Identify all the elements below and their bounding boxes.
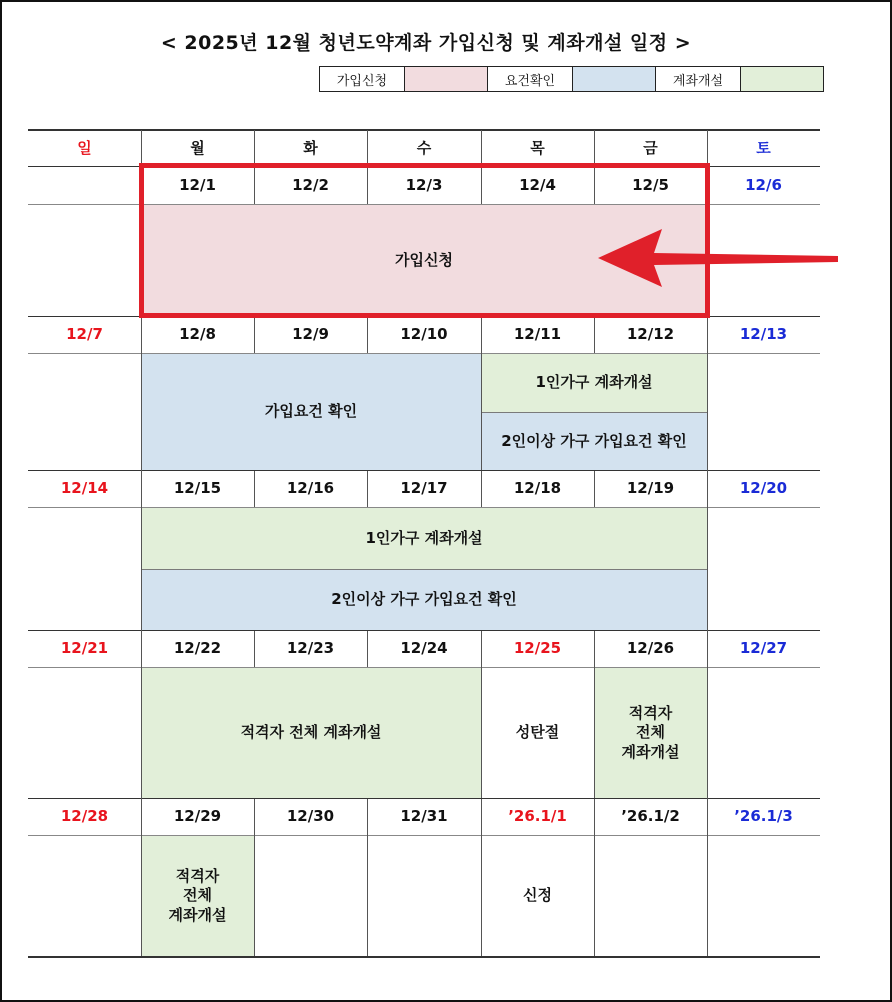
row-rule	[28, 835, 820, 836]
weekday-sat: 토	[756, 138, 771, 157]
date-cell	[28, 167, 141, 204]
date-cell: 12/11	[513, 325, 562, 344]
row-rule	[28, 667, 820, 668]
event-christmas: 성탄절	[515, 723, 560, 742]
date-cell: ’26.1/3	[734, 807, 793, 826]
weekday-sun: 일	[77, 138, 92, 157]
event-open-all-fri: 적격자 전체 계좌개설	[594, 668, 707, 798]
legend-label-open: 계좌개설	[656, 67, 741, 91]
date-cell: 12/3	[405, 175, 443, 194]
weekday-mon: 월	[190, 138, 205, 157]
date-cell: 12/2	[292, 175, 329, 194]
date-cell: 12/28	[60, 807, 109, 826]
event-apply-week1: 가입신청	[141, 205, 707, 316]
date-cell: 12/16	[286, 479, 335, 498]
date-cell: 12/4	[519, 175, 556, 194]
date-cell: 12/14	[60, 479, 109, 498]
date-cell: 12/30	[286, 807, 335, 826]
legend-label-apply: 가입신청	[320, 67, 405, 91]
date-cell: 12/6	[745, 175, 782, 194]
legend-swatch-check	[573, 67, 656, 91]
date-cell: 12/27	[739, 639, 788, 658]
date-cell: 12/25	[513, 639, 562, 658]
event-open-all-week4: 적격자 전체 계좌개설	[141, 668, 481, 798]
date-cell: 12/23	[286, 639, 335, 658]
event-open-single-week3: 1인가구 계좌개설	[141, 508, 707, 569]
date-cell: 12/26	[626, 639, 675, 658]
date-cell: 12/12	[626, 325, 675, 344]
event-check-multi-week3: 2인이상 가구 가입요건 확인	[141, 569, 707, 630]
table-bottom-rule	[28, 956, 820, 958]
date-cell: 12/1	[179, 175, 216, 194]
date-cell: 12/19	[626, 479, 675, 498]
date-cell: 12/24	[400, 639, 448, 658]
date-cell: 12/21	[60, 639, 109, 658]
event-open-all-dec29: 적격자 전체 계좌개설	[141, 836, 254, 956]
weekday-thu: 목	[530, 138, 545, 157]
highlight-arrow-icon	[590, 225, 842, 291]
date-cell: 12/18	[513, 479, 562, 498]
date-cell: 12/5	[632, 175, 669, 194]
event-new-year: 신정	[523, 886, 552, 905]
date-cell: 12/15	[173, 479, 222, 498]
row-rule	[28, 507, 820, 508]
legend-swatch-open	[741, 67, 823, 91]
date-cell: 12/13	[739, 325, 788, 344]
row-rule	[28, 353, 820, 354]
date-cell: 12/17	[400, 479, 448, 498]
legend-label-check: 요건확인	[488, 67, 573, 91]
date-cell: 12/9	[292, 325, 329, 344]
date-cell: 12/7	[66, 325, 103, 344]
legend-swatch-apply	[405, 67, 488, 91]
weekday-fri: 금	[643, 138, 658, 157]
date-cell: 12/10	[400, 325, 448, 344]
page-title: < 2025년 12월 청년도약계좌 가입신청 및 계좌개설 일정 >	[160, 32, 692, 54]
event-check-multi-week2: 2인이상 가구 가입요건 확인	[481, 412, 707, 470]
date-cell: 12/22	[173, 639, 222, 658]
date-cell: ’26.1/1	[508, 807, 567, 826]
date-cell: 12/8	[179, 325, 216, 344]
legend	[319, 66, 824, 92]
event-check-week2: 가입요건 확인	[141, 354, 481, 470]
weekday-tue: 화	[303, 138, 318, 157]
date-cell: 12/29	[173, 807, 222, 826]
event-open-single-week2: 1인가구 계좌개설	[481, 354, 707, 412]
weekday-wed: 수	[416, 138, 432, 157]
date-cell: 12/20	[739, 479, 788, 498]
date-cell: 12/31	[400, 807, 448, 826]
date-cell: ’26.1/2	[621, 807, 680, 826]
